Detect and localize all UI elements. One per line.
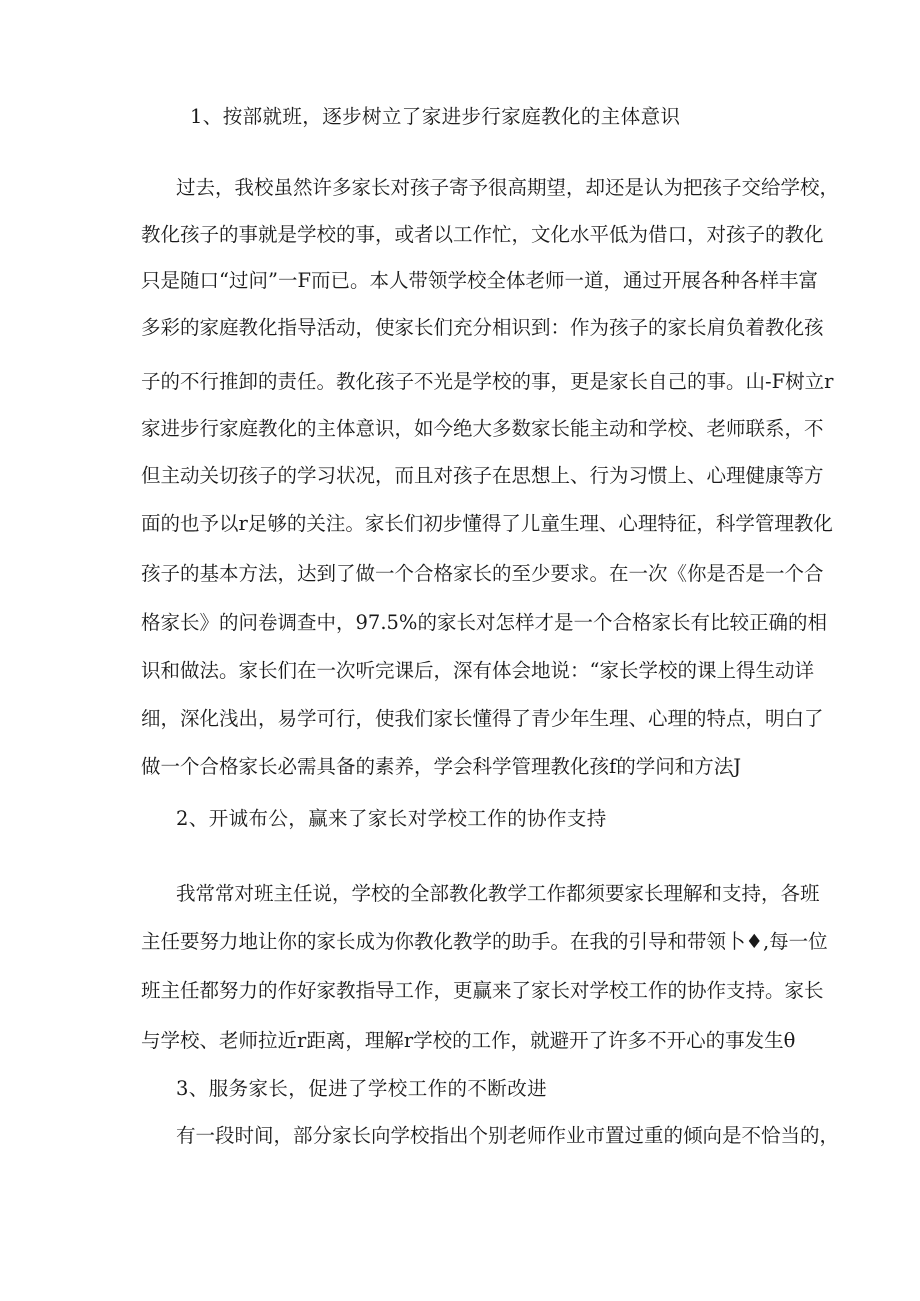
paragraph-line: 识和做法。家长们在一次听完课后，深有体会地说：“家长学校的课上得生动详: [141, 659, 814, 682]
paragraph-line: 主任要努力地让你的家长成为你教化教学的助手。在我的引导和带领卜♦,每一位: [141, 930, 828, 953]
section-heading-2: 2、开诚布公，赢来了家长对学校工作的协作支持: [176, 807, 607, 830]
paragraph-line: 教化孩子的事就是学校的事，或者以工作忙，文化水平低为借口，对孩子的教化: [141, 223, 824, 246]
paragraph-line: 过去，我校虽然许多家长对孩子寄予很高期望，却还是认为把孩子交给学校，: [176, 176, 840, 199]
paragraph-line: 与学校、老师拉近r距离，理解r学校的工作，就避开了许多不开心的事发生θ: [141, 1029, 796, 1052]
paragraph-line: 细，深化浅出，易学可行，使我们家长懂得了青少年生理、心理的特点，明白了: [141, 707, 824, 730]
paragraph-line: 子的不行推卸的责任。教化孩子不光是学校的事，更是家长自己的事。山-F树立r: [141, 370, 834, 393]
paragraph-line: 家进步行家庭教化的主体意识，如今绝大多数家长能主动和学校、老师联系，不: [141, 417, 824, 440]
paragraph-line: 做一个合格家长必需具备的素养，学会科学管理教化孩f的学问和方法J: [141, 755, 742, 778]
paragraph-line: 但主动关切孩子的学习状况，而且对孩子在思想上、行为习惯上、心理健康等方: [141, 464, 824, 487]
paragraph-line: 多彩的家庭教化指导活动，使家长们充分相识到：作为孩子的家长肩负着教化孩: [141, 316, 824, 339]
paragraph-line: 有一段时间，部分家长向学校指出个别老师作业市置过重的倾向是不恰当的，: [176, 1124, 840, 1147]
paragraph-line: 孩子的基本方法，达到了做一个合格家长的至少要求。在一次《你是否是一个合: [141, 562, 824, 585]
section-heading-3: 3、服务家长，促进了学校工作的不断改进: [176, 1077, 548, 1100]
section-heading-1: 1、按部就班，逐步树立了家进步行家庭教化的主体意识: [190, 105, 681, 128]
paragraph-line: 面的也予以r足够的关注。家长们初步懂得了儿童生理、心理特征，科学管理教化: [141, 512, 833, 535]
paragraph-line: 只是随口“过问”一F而已。本人带领学校全体老师一道，通过开展各种各样丰富: [141, 269, 818, 292]
paragraph-line: 格家长》的问卷调查中，97.5%的家长对怎样才是一个合格家长有比较正确的相: [141, 611, 827, 634]
paragraph-line: 班主任都努力的作好家教指导工作，更赢来了家长对学校工作的协作支持。家长: [141, 979, 824, 1002]
paragraph-line: 我常常对班主任说，学校的全部教化教学工作都须要家长理解和支持，各班: [176, 882, 820, 905]
